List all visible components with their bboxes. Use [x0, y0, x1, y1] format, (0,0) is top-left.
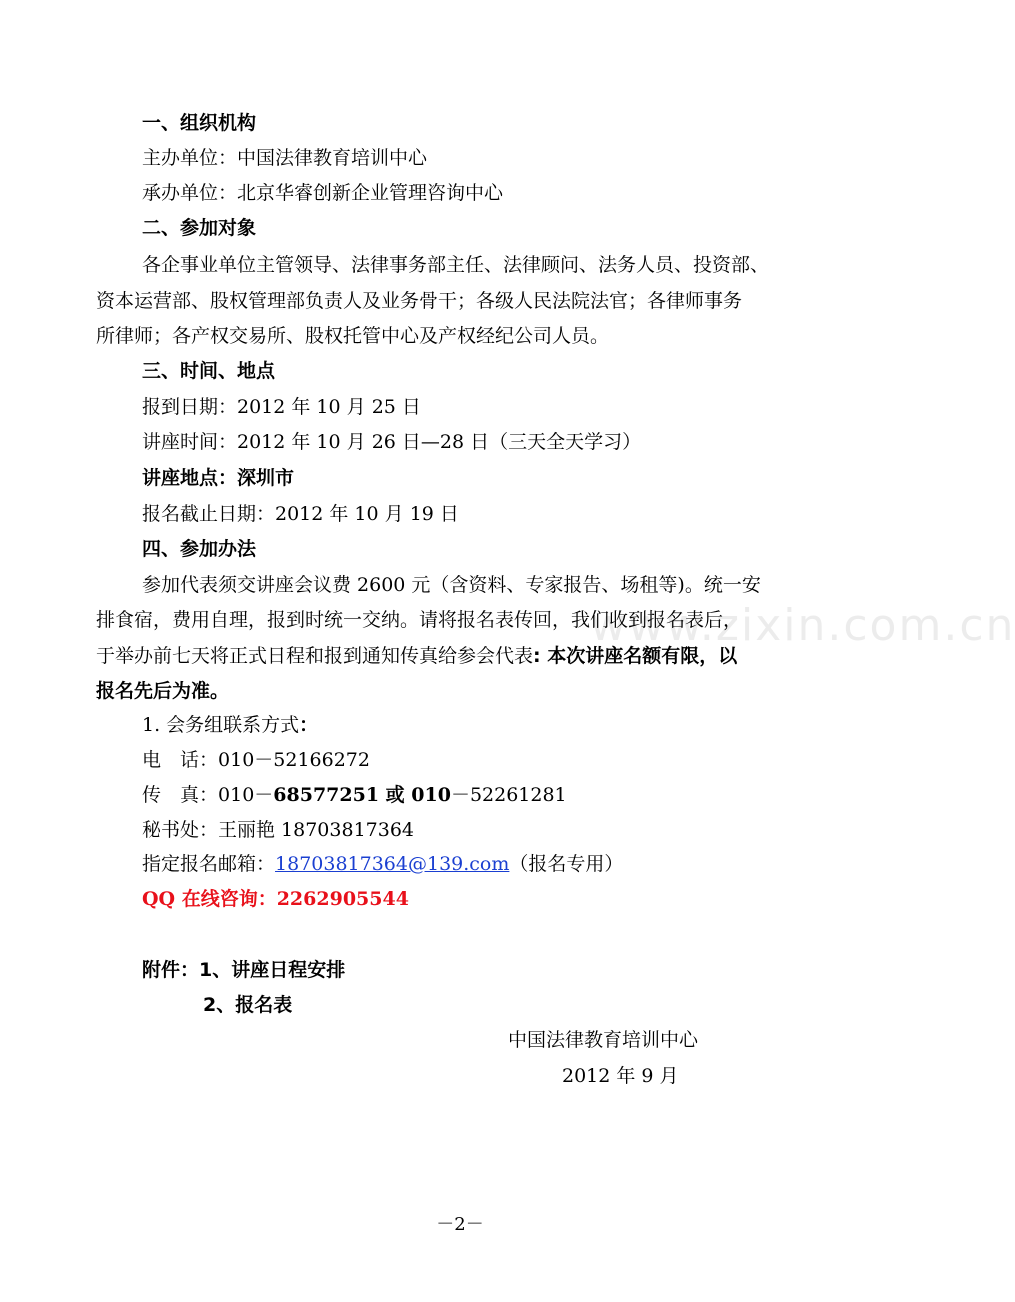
undertaker-line: 承办单位：北京华睿创新企业管理咨询中心 [142, 182, 504, 204]
email-note: （报名专用） [509, 853, 624, 875]
section-heading-method: 四、参加办法 [142, 538, 257, 560]
signature-date: 2012 年 9 月 [562, 1065, 679, 1087]
attachments-line-2: 2、报名表 [203, 994, 293, 1016]
registration-deadline-line: 报名截止日期：2012 年 10 月 19 日 [142, 503, 459, 525]
contact-title-text: 1. 会务组联系方式 [142, 714, 300, 736]
participants-line-3: 所律师；各产权交易所、股权托管中心及产权经纪公司人员。 [96, 325, 610, 347]
page-number: －2－ [436, 1214, 484, 1235]
method-line-3 [96, 644, 737, 668]
method-line-1: 参加代表须交讲座会议费 2600 元（含资料、专家报告、场租等)。统一安 [142, 574, 761, 596]
watermark: www.zixin.com.cn [590, 600, 1015, 651]
fax-label: 传 真： [142, 784, 219, 806]
phone-label: 电 话： [142, 749, 219, 771]
section-heading-organization: 一、组织机构 [142, 112, 257, 134]
signature-org: 中国法律教育培训中心 [508, 1029, 699, 1051]
method-line-3-text: 于举办前七天将正式日程和报到通知传真给参会代表 [96, 645, 534, 667]
quota-notice: : 本次讲座名额有限，以 [533, 645, 738, 667]
qq-consult-line: QQ 在线咨询：2262905544 [142, 888, 409, 910]
email-label: 指定报名邮箱： [142, 853, 276, 875]
section-heading-participants: 二、参加对象 [142, 217, 257, 239]
attachments-line-1: 附件：1、讲座日程安排 [142, 959, 346, 981]
phone-line [142, 748, 370, 772]
contact-title-colon: ： [299, 714, 319, 736]
email-link[interactable]: 18703817364@139.com [275, 853, 510, 875]
method-line-2: 排食宿，费用自理，报到时统一交纳。请将报名表传回，我们收到报名表后， [96, 609, 743, 631]
fax-line [142, 783, 567, 807]
fax-suffix: －52261281 [450, 784, 567, 806]
participants-line-2: 资本运营部、股权管理部负责人及业务骨干；各级人民法院法官；各律师事务 [96, 290, 743, 312]
checkin-date-line: 报到日期：2012 年 10 月 25 日 [142, 396, 421, 418]
lecture-time-line: 讲座时间：2012 年 10 月 26 日—28 日（三天全天学习） [142, 431, 642, 453]
participants-line-1: 各企事业单位主管领导、法律事务部主任、法律顾问、法务人员、投资部、 [142, 254, 770, 276]
lecture-location-line: 讲座地点：深圳市 [142, 467, 295, 489]
email-line [142, 852, 623, 876]
fax-prefix: 010－ [218, 784, 274, 806]
phone-number: 010－52166272 [218, 749, 370, 771]
method-line-4: 报名先后为准。 [96, 680, 230, 702]
contact-title [142, 713, 318, 737]
fax-number-bold: 68577251 或 010 [273, 784, 451, 806]
organizer-line: 主办单位：中国法律教育培训中心 [142, 147, 428, 169]
secretary-line: 秘书处：王丽艳 18703817364 [142, 819, 415, 841]
section-heading-time-place: 三、时间、地点 [142, 360, 276, 382]
